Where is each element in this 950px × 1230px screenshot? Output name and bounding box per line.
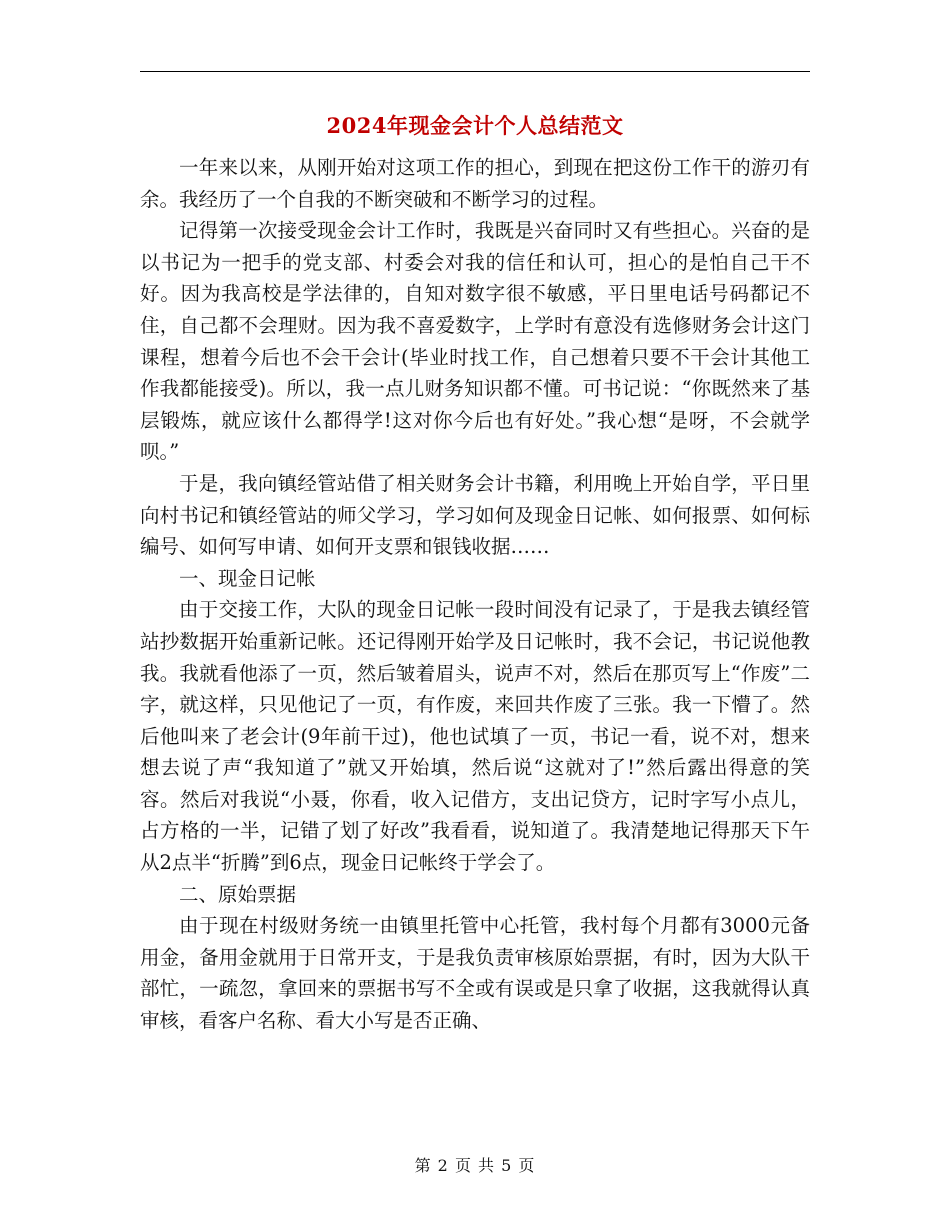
document-title: 2024年现金会计个人总结范文 (326, 113, 624, 138)
section-heading-cash-journal: 一、现金日记帐 (179, 566, 316, 590)
page-footer: 第 2 页 共 5 页 (414, 1156, 536, 1175)
section-heading-original-vouchers: 二、原始票据 (179, 882, 297, 906)
paragraph-original-vouchers: 由于现在村级财务统一由镇里托管中心托管，我村每个月都有3000元备用金，备用金就用于日常开支，于是我负责审核原始票据，有时，因为大队干部忙，一疏忽，拿回来的票据书写不全或有误或是只拿了收据，这我就得认真审核，看客户名称、看大小写是否正确、 (140, 914, 810, 1033)
paragraph-first-job: 记得第一次接受现金会计工作时，我既是兴奋同时又有些担心。兴奋的是以书记为一把手的党支部、村委会对我的信任和认可，担心的是怕自己干不好。因为我高校是学法律的，自知对数字很不敏感，平日里电话号码都记不住，自己都不会理财。因为我不喜爱数字，上学时有意没有选修财务会计这门课程，想着今后也不会干会计(毕业时找工作，自己想着只要不干会计其他工作我都能接受)。所以，我一点儿财务知识都不懂。可书记说：“你既然来了基层锻炼，就应该什么都得学!这对你今后也有好处。”我心想“是呀，不会就学呗。” (140, 219, 810, 464)
paragraph-cash-journal: 由于交接工作，大队的现金日记帐一段时间没有记录了，于是我去镇经管站抄数据开始重新记帐。还记得刚开始学及日记帐时，我不会记，书记说他教我。我就看他添了一页，然后皱着眉头，说声不对，然后在那页写上“作废”二字，就这样，只见他记了一页，有作废，来回共作废了三张。我一下懵了。然后他叫来了老会计(9年前干过)，他也试填了一页，书记一看，说不对，想来想去说了声“我知道了”就又开始填，然后说“这就对了!”然后露出得意的笑容。然后对我说“小聂，你看，收入记借方，支出记贷方，记时字写小点儿，占方格的一半，记错了划了好改”我看看，说知道了。我清楚地记得那天下午从2点半“折腾”到6点，现金日记帐终于学会了。 (140, 598, 810, 875)
document-body (140, 152, 810, 1037)
paragraph-intro: 一年来以来，从刚开始对这项工作的担心，到现在把这份工作干的游刃有余。我经历了一个自我的不断突破和不断学习的过程。 (140, 156, 810, 211)
paragraph-self-study: 于是，我向镇经管站借了相关财务会计书籍，利用晚上开始自学，平日里向村书记和镇经管站的师父学习，学习如何及现金日记帐、如何报票、如何标编号、如何写申请、如何开支票和银钱收据…… (140, 471, 810, 559)
header-rule (140, 71, 810, 72)
